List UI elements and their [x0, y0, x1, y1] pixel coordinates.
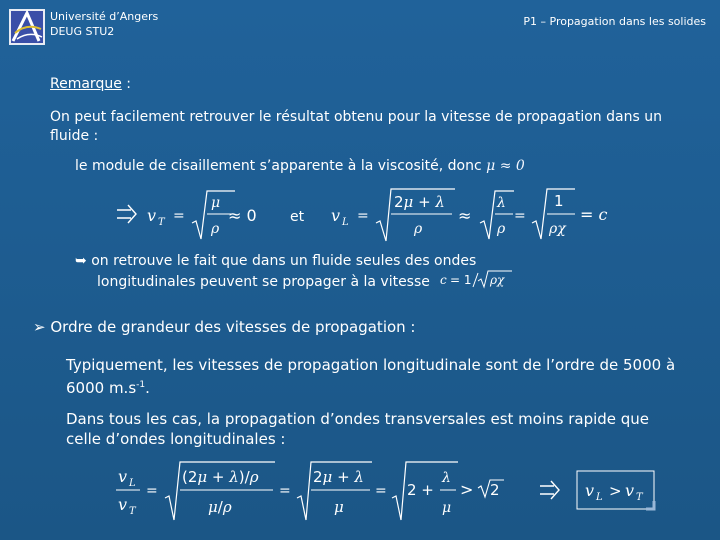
svg-text:=: = — [357, 208, 369, 224]
svg-text:L: L — [342, 217, 349, 228]
conclusion-text-1: on retrouve le fait que dans un fluide seules des ondes — [91, 253, 477, 269]
viscosity-math: μ ≈ 0 — [486, 158, 525, 174]
transverse-paragraph: Dans tous les cas, la propagation d’ondes transversales est moins rapide que celle d’ondes longitudinales : — [66, 410, 650, 448]
university-logo-icon — [9, 9, 45, 45]
svg-text:=: = — [279, 483, 291, 499]
svg-text:T: T — [129, 506, 136, 517]
svg-text:μ/ρ: μ/ρ — [208, 498, 232, 516]
svg-text:>: > — [609, 482, 622, 500]
svg-text:ρ: ρ — [414, 221, 423, 237]
result-box — [577, 471, 654, 509]
svg-text:2: 2 — [490, 481, 500, 499]
svg-text:ρχ: ρχ — [490, 273, 505, 287]
svg-text:v: v — [118, 467, 128, 486]
svg-text:v: v — [147, 206, 157, 225]
header-left — [50, 9, 158, 39]
viscosity-text: le module de cisaillement s’apparente à la viscosité, donc — [75, 158, 482, 174]
conclusion-line-1 — [75, 253, 514, 270]
svg-text:2μ + λ: 2μ + λ — [313, 468, 364, 486]
para1-range: 5000 à 6000 m.s — [66, 356, 676, 397]
university-name: Université d’Angers — [50, 10, 159, 23]
remark-heading — [50, 76, 131, 92]
svg-text:v: v — [585, 481, 595, 500]
para1-text: Typiquement, les vitesses de propagation longitudinale sont de l’ordre de — [66, 356, 624, 374]
svg-text:μ: μ — [211, 195, 221, 211]
svg-text:v: v — [331, 206, 341, 225]
svg-text:= c: = c — [580, 205, 608, 224]
svg-text:v: v — [625, 481, 635, 500]
svg-text:(2μ + λ)/ρ: (2μ + λ)/ρ — [182, 468, 259, 486]
svg-text:L: L — [129, 478, 136, 489]
implies-arrow-icon-2 — [540, 481, 559, 499]
svg-text:=: = — [146, 483, 158, 499]
hand-pointer-icon: ➥ — [75, 253, 87, 269]
velocity-ratio-equation — [0, 458, 720, 528]
svg-text:=: = — [514, 208, 526, 224]
remark-colon: : — [121, 76, 131, 92]
svg-text:T: T — [636, 492, 643, 503]
course-name: DEUG STU2 — [50, 25, 115, 38]
slide-title: P1 – Propagation dans les solides — [523, 15, 706, 28]
svg-text:ρχ: ρχ — [549, 221, 566, 237]
implies-arrow-icon — [117, 205, 136, 223]
svg-text:ρ: ρ — [211, 221, 220, 237]
svg-text:2μ + λ: 2μ + λ — [394, 193, 445, 211]
section-heading: Ordre de grandeur des vitesses de propagation : — [50, 318, 416, 336]
svg-text:=: = — [173, 208, 185, 224]
svg-text:μ: μ — [442, 500, 452, 516]
svg-text:μ: μ — [334, 498, 344, 516]
svg-text:=: = — [375, 483, 387, 499]
svg-text:>: > — [460, 480, 474, 499]
section-bullet — [33, 318, 416, 336]
svg-text:v: v — [118, 495, 128, 514]
svg-text:≈ 0: ≈ 0 — [228, 206, 257, 225]
conclusion-line-2 — [75, 270, 514, 291]
typical-velocity-paragraph — [66, 355, 686, 398]
fluid-velocity-equation — [0, 185, 720, 245]
svg-text:c: c — [440, 273, 448, 287]
remark-label: Remarque — [50, 76, 122, 92]
svg-text:1: 1 — [554, 192, 564, 210]
remark-intro: On peut facilement retrouver le résultat obtenu pour la vitesse de propagation dans un fluide : — [50, 109, 662, 144]
conclusion-text-2: longitudinales peuvent se propager à la vitesse — [97, 274, 430, 290]
svg-text:T: T — [158, 217, 165, 228]
viscosity-line — [75, 158, 525, 174]
svg-text:≈: ≈ — [458, 206, 472, 225]
svg-text:λ: λ — [497, 195, 506, 211]
sound-speed-formula — [434, 270, 514, 290]
svg-text:2 +: 2 + — [407, 481, 434, 499]
para1-end: . — [145, 379, 150, 397]
svg-text:et: et — [290, 209, 305, 225]
para1-exponent: -1 — [136, 380, 146, 390]
svg-text:= 1: = 1 — [450, 273, 472, 287]
svg-text:ρ: ρ — [497, 221, 506, 237]
svg-text:λ: λ — [442, 470, 451, 486]
arrow-bullet-icon: ➢ — [33, 318, 46, 336]
remark-conclusion — [75, 253, 514, 291]
svg-text:L: L — [596, 492, 603, 503]
